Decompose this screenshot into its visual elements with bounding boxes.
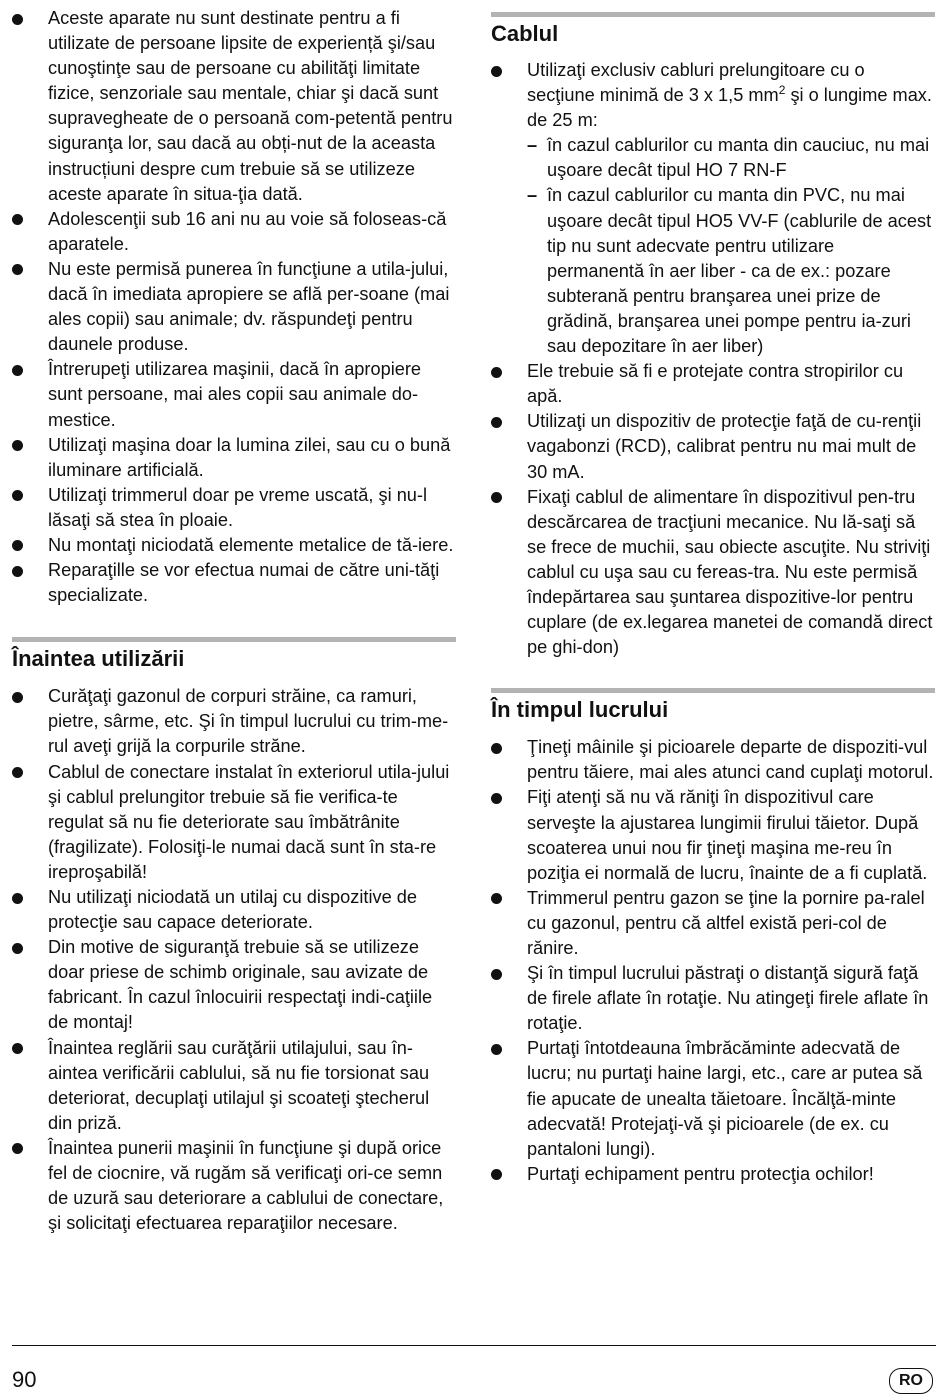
bullet-icon	[12, 692, 23, 703]
list-item: Aceste aparate nu sunt destinate pentru a fi utilizate de persoane lipsite de experiență şi/sau cunoştinţe sau de persoane cu abilităţi limitate fizice, senzoriale sau mentale, chiar şi dacă sunt supravegheate de o persoană com-petentă pentru siguranţa lor, sau dacă au obți-nut de la aceasta instrucțiuni despre cum trebuie să se utilizeze aceste aparate în situa-ţia dată.	[12, 6, 456, 207]
bullet-icon	[12, 365, 23, 376]
section-divider	[12, 637, 456, 642]
footer-divider	[12, 1345, 936, 1346]
sublist-item: – în cazul cablurilor cu manta din cauciuc, nu mai uşoare decât tipul HO 7 RN-F	[527, 135, 930, 181]
bullet-icon	[491, 743, 502, 754]
bullet-icon	[491, 367, 502, 378]
list-item: Ţineţi mâinile şi picioarele departe de dispoziti-vul pentru tăiere, mai ales atunci cand cuplaţi motorul.	[491, 735, 935, 785]
section-divider	[491, 12, 935, 17]
dash-icon: –	[527, 135, 538, 156]
list-item: Utilizaţi trimmerul doar pe vreme uscată, şi nu-l lăsaţi să stea în ploaie.	[12, 483, 456, 533]
section-title-cable: Cablul	[491, 21, 559, 46]
list-item: Din motive de siguranţă trebuie să se utilizeze doar priese de schimb originale, sau avizate de fabricant. În cazul înlocuirii respectaţi indi-caţiile de montaj!	[12, 935, 456, 1035]
sublist-item: – în cazul cablurilor cu manta din PVC, nu mai uşoare decât tipul HO5 VV-F (cablurile de acest tip nu sunt adecvate pentru utilizare permanentă în aer liber - ca de ex.: pozare subterană pentru branşarea unei prize de grădină, branşarea unei pompe pentru ia-zuri sau depozitare în aer liber)	[527, 185, 932, 357]
list-item: Purtaţi întotdeauna îmbrăcăminte adecvată de lucru; nu purtaţi haine largi, etc., care ar putea să fie apucate de unealta tăietoare. Încălţă-minte adecvată! Protejaţi-vă şi picioarele (de ex. cu pantaloni lungi).	[491, 1036, 935, 1161]
left-column	[12, 6, 456, 1236]
bullet-icon	[12, 540, 23, 551]
list-item: Cablul de conectare instalat în exteriorul utila-jului şi cablul prelungitor trebuie să fie verifica-te regulat să nu fie deteriorate sau îmbătrânite (fragilizate). Folosiţi-le numai dacă sunt în sta-re ireproşabilă!	[12, 760, 456, 885]
list-item: Utilizaţi exclusiv cabluri prelungitoare cu o secţiune minimă de 3 x 1,5 $mm^2$ şi o lungime max. de 25 m: – în cazul cablurilor cu manta din cauciuc, nu mai uşoare decât tipul HO 7 RN-F – în cazul cablurilor cu manta din PVC, nu mai uşoare decât tipul HO5 VV-F (cablurile de acest tip nu sunt adecvate pentru utilizare permanentă în aer liber - ca de ex.: pozare subterană pentru branşarea unei prize de grădină, branşarea unei pompe pentru ia-zuri sau depozitare în aer liber)	[491, 58, 935, 359]
bullet-icon	[491, 417, 502, 428]
bullet-icon	[491, 1044, 502, 1055]
list-item: Purtaţi echipament pentru protecţia ochilor!	[491, 1162, 935, 1187]
list-item: Şi în timpul lucrului păstraţi o distanţă sigură faţă de firele aflate în rotaţie. Nu atingeţi firele aflate în rotaţie.	[491, 961, 935, 1036]
cable-list	[491, 58, 935, 660]
right-column	[491, 6, 935, 1187]
bullet-icon	[12, 490, 23, 501]
list-item: Înaintea punerii maşinii în funcţiune şi după orice fel de ciocnire, vă rugăm să verificaţi ori-ce semn de uzură sau deteriorare a cablului de conectare, şi solicitaţi efectuarea reparaţiilor necesare.	[12, 1136, 456, 1236]
bullet-icon	[491, 492, 502, 503]
bullet-icon	[491, 893, 502, 904]
bullet-icon	[12, 767, 23, 778]
list-item: Curăţaţi gazonul de corpuri străine, ca ramuri, pietre, sârme, etc. Şi în timpul lucrului cu trim-me-rul aveţi grijă la corpurile străne.	[12, 684, 456, 759]
bullet-icon	[12, 264, 23, 275]
list-item: Utilizaţi un dispozitiv de protecţie faţă de cu-renţii vagabonzi (RCD), calibrat pentru nu mai mult de 30 mA.	[491, 409, 935, 484]
bullet-icon	[12, 943, 23, 954]
list-item: Fiţi atenţi să nu vă răniţi în dispozitivul care serveşte la ajustarea lungimii firului tăietor. După scoaterea unui nou fir ţineţi maşina me-reu în poziţia ei normală de lucru, înainte de a fi cuplată.	[491, 785, 935, 885]
list-item: Nu montaţi niciodată elemente metalice de tă-iere.	[12, 533, 456, 558]
bullet-icon	[12, 14, 23, 25]
bullet-icon	[491, 793, 502, 804]
page-number: 90	[12, 1367, 37, 1392]
list-item: Nu utilizaţi niciodată un utilaj cu dispozitive de protecţie sau capace deteriorate.	[12, 885, 456, 935]
section-title-during-work: În timpul lucrului	[491, 697, 669, 723]
list-item: Adolescenţii sub 16 ani nu au voie să foloseas-că aparatele.	[12, 207, 456, 257]
bullet-icon	[12, 893, 23, 904]
before-use-list	[12, 684, 456, 1236]
bullet-icon	[12, 214, 23, 225]
intro-list	[12, 6, 456, 608]
list-item: Utilizaţi maşina doar la lumina zilei, sau cu o bună iluminare artificială.	[12, 433, 456, 483]
bullet-icon	[491, 66, 502, 77]
list-item: Înaintea reglării sau curăţării utilajului, sau în-aintea verificării cablului, să nu fie torsionat sau deteriorat, decuplaţi utilajul şi scoateţi ştecherul din priză.	[12, 1036, 456, 1136]
cable-sublist	[527, 133, 935, 359]
section-title-before-use: Înaintea utilizării	[12, 646, 185, 672]
list-item: Întrerupeţi utilizarea maşinii, dacă în apropiere sunt persoane, mai ales copii sau animale do-mestice.	[12, 357, 456, 432]
list-item: Fixaţi cablul de alimentare în dispozitivul pen-tru descărcarea de tracţiuni mecanice. Nu lă-saţi să se frece de muchii, sau obiecte ascuţite. Nu striviţi cablul cu uşa sau cu fereas-tra. Nu este permisă îndepărtarea sau şuntarea dispozitive-lor pentru cuplare (de ex.legarea manetei de comandă direct pe ghi-don)	[491, 485, 935, 661]
bullet-icon	[12, 440, 23, 451]
list-item: Nu este permisă punerea în funcţiune a utila-jului, dacă în imediata apropiere se află per-soane (mai ales copii) sau animale; dv. răspundeţi pentru daunele produse.	[12, 257, 456, 357]
bullet-icon	[12, 1143, 23, 1154]
dash-icon: –	[527, 185, 538, 206]
bullet-icon	[491, 1169, 502, 1180]
section-divider	[491, 688, 935, 693]
during-work-list	[491, 735, 935, 1187]
bullet-icon	[12, 1043, 23, 1054]
list-item: Reparaţille se vor efectua numai de către uni-tăţi specializate.	[12, 558, 456, 608]
bullet-icon	[12, 566, 23, 577]
bullet-icon	[491, 969, 502, 980]
list-item: Ele trebuie să fi e protejate contra stropirilor cu apă.	[491, 359, 935, 409]
language-badge: RO	[889, 1368, 933, 1394]
list-item: Trimmerul pentru gazon se ţine la pornire pa-ralel cu gazonul, pentru că altfel există peri-col de rănire.	[491, 886, 935, 961]
